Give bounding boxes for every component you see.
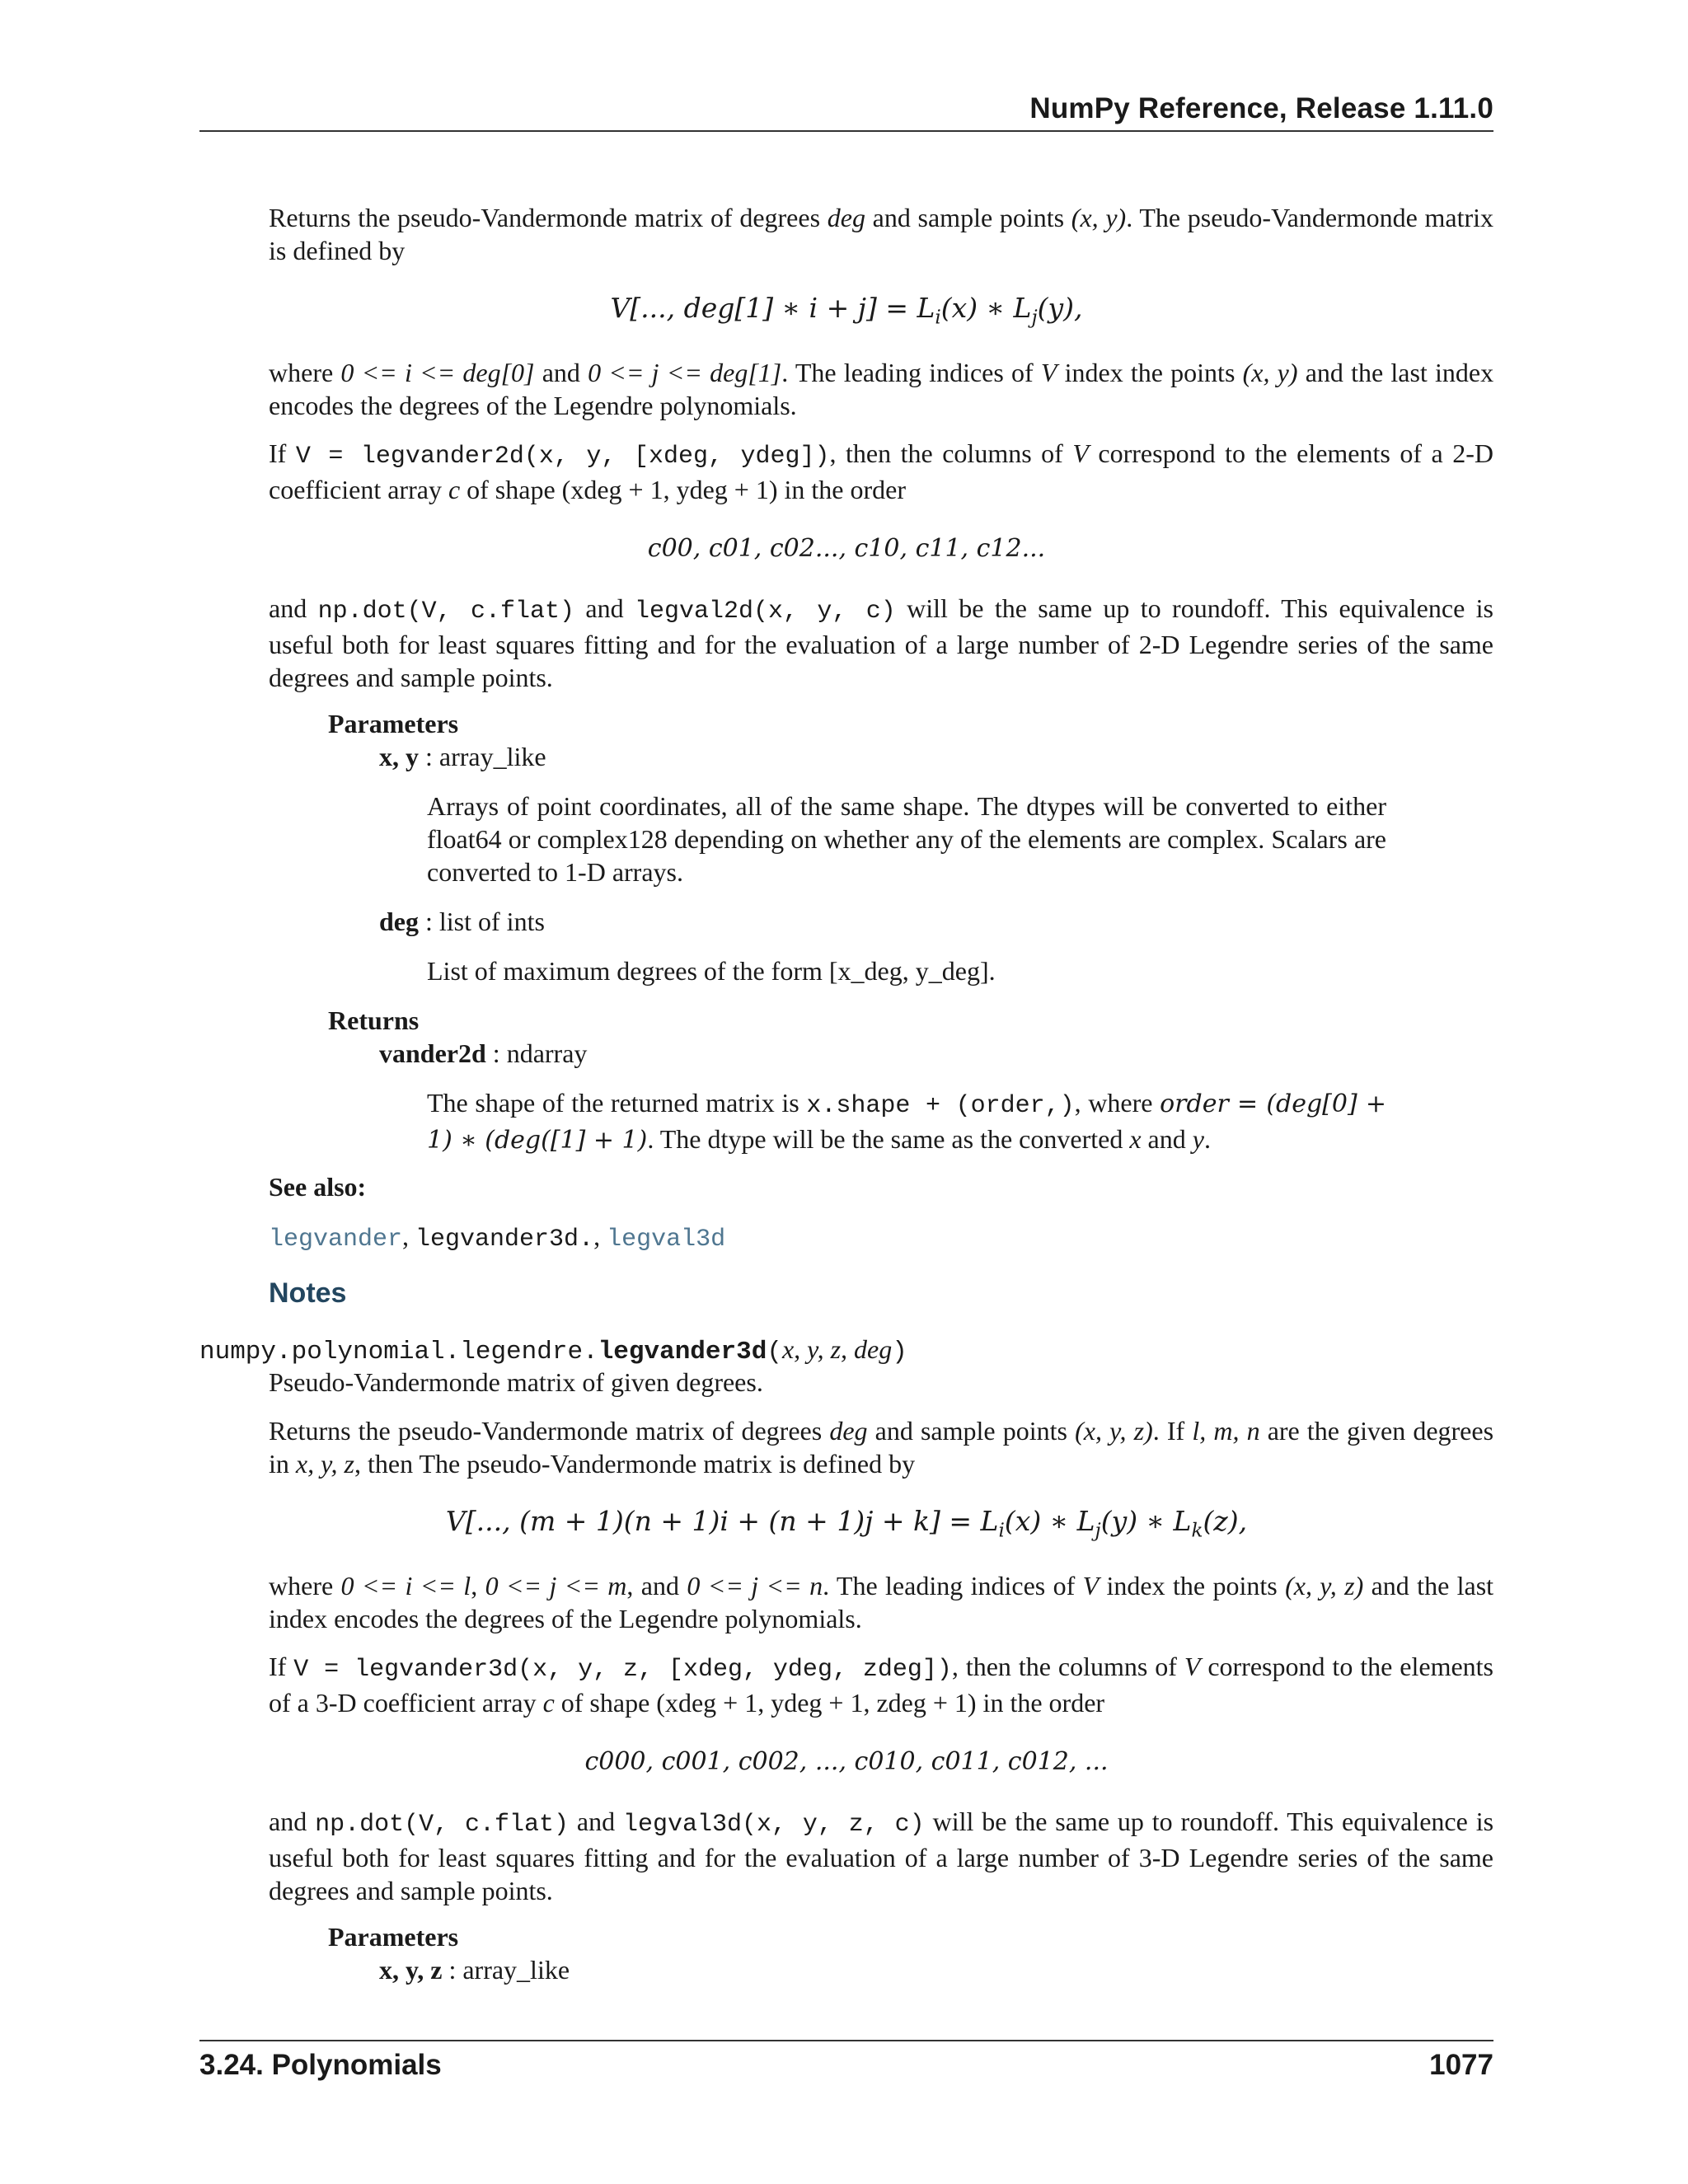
eq-sub: k [1191, 1520, 1203, 1542]
text: , then The pseudo-Vandermonde matrix is defined by [354, 1449, 916, 1479]
param-name: x, y [379, 742, 419, 771]
legvander2d-and [269, 592, 1493, 694]
return-vander2d [379, 1037, 587, 1070]
text: , and [626, 1571, 687, 1601]
footer-section: 3.24. Polynomials [199, 2049, 442, 2081]
code: legval3d(x, y, z, c) [623, 1811, 925, 1839]
equation-3d-order: c000, c001, c002, ..., c010, c011, c012, ... [584, 1747, 1109, 1776]
text: The shape of the returned matrix is [427, 1088, 807, 1118]
equation-2d-order: c00, c01, c02..., c10, c11, c12... [647, 534, 1046, 563]
text: x [1129, 1124, 1142, 1154]
text: If [269, 1652, 294, 1681]
text: of shape (xdeg + 1, ydeg + 1) in the order [460, 475, 906, 504]
text: and the last index encodes the degrees of the Legendre polynomials. [269, 1571, 1494, 1633]
text: V [1040, 358, 1057, 387]
code: legval2d(x, y, c) [634, 598, 896, 626]
legvander3d-where [269, 1569, 1493, 1635]
text: c [448, 475, 461, 504]
text: Returns the pseudo-Vandermonde matrix of degrees [269, 203, 828, 232]
text: . The leading indices of [781, 358, 1041, 387]
text: x, y, z [295, 1449, 354, 1479]
text: V [1072, 438, 1089, 468]
text: index the points [1099, 1571, 1286, 1601]
code: x.shape + (order,) [806, 1092, 1075, 1120]
text: y [1192, 1124, 1204, 1154]
parameters-heading-3d: Parameters [328, 1922, 459, 1952]
text: deg [827, 203, 865, 232]
text: deg [829, 1416, 868, 1446]
text: (x, y) [1071, 203, 1127, 232]
text: and [574, 593, 635, 623]
eq-part: (x) ∗ L [1004, 1505, 1095, 1537]
code: np.dot(V, c.flat) [315, 1811, 570, 1839]
text: V [1184, 1652, 1201, 1681]
see-also-legvander3d: legvander3d. [415, 1226, 594, 1254]
equation-3d-definition [199, 1505, 1493, 1548]
text: correspond to the elements of a 3-D coefficient array [269, 1652, 1494, 1718]
param-type: : list of ints [419, 907, 545, 936]
legvander2d-where [269, 356, 1493, 422]
text: 0 <= j <= deg[1] [588, 358, 782, 387]
text: , then the columns of [829, 438, 1073, 468]
text: are the given degrees in [269, 1416, 1494, 1479]
text: 0 <= i <= deg[0] [340, 358, 535, 387]
eq-part: V[..., deg[1] ∗ i + j] = L [610, 292, 935, 324]
text: and [1141, 1124, 1193, 1154]
legvander3d-and [269, 1805, 1493, 1907]
math: order = (deg[0] + 1) ∗ (deg([1] + 1) [427, 1090, 1386, 1155]
text: Returns the pseudo-Vandermonde matrix of degrees [269, 1416, 830, 1446]
text: and [569, 1807, 623, 1836]
text: and sample points [865, 203, 1071, 232]
separator: , [402, 1221, 416, 1251]
eq-part: (x) ∗ L [940, 292, 1032, 324]
text: correspond to the elements of a 2-D coefficient array [269, 438, 1494, 504]
legvander3d-summary: Pseudo-Vandermonde matrix of given degrees. [269, 1367, 763, 1397]
param-xy-description: Arrays of point coordinates, all of the same shape. The dtypes will be converted to either float64 or complex128 depending on whether any of the elements are complex. Scalars are converted to 1-D arrays. [427, 791, 1386, 887]
text: . The pseudo-Vandermonde matrix is defined by [269, 203, 1494, 265]
text: (x, y) [1242, 358, 1298, 387]
text: l, m, n [1192, 1416, 1260, 1446]
text: V [1082, 1571, 1100, 1601]
sig-name: legvander3d [598, 1338, 767, 1366]
code: V = legvander2d(x, y, [xdeg, ydeg]) [295, 443, 830, 471]
param-xy [379, 740, 546, 773]
see-also-list [269, 1220, 725, 1256]
param-type: : array_like [442, 1955, 570, 1985]
see-also-link-legvander[interactable]: legvander [269, 1226, 403, 1254]
return-name: vander2d [379, 1038, 486, 1068]
eq-part: (z), [1203, 1505, 1248, 1537]
text: . The leading indices of [823, 1571, 1083, 1601]
see-also-link-legval3d[interactable]: legval3d [607, 1226, 726, 1254]
text: and [269, 1807, 316, 1836]
eq-sub: j [1095, 1520, 1101, 1542]
legvander3d-signature [199, 1333, 907, 1369]
footer-page-number: 1077 [1429, 2049, 1493, 2081]
page-header-title: NumPy Reference, Release 1.11.0 [1029, 92, 1493, 124]
text: 0 <= j <= m [485, 1571, 627, 1601]
code: np.dot(V, c.flat) [317, 598, 574, 626]
notes-heading: Notes [269, 1277, 347, 1309]
separator: , [593, 1221, 607, 1251]
eq-sub: i [998, 1520, 1005, 1542]
param-xyz [379, 1953, 570, 1986]
text: of shape (xdeg + 1, ydeg + 1, zdeg + 1) in the order [554, 1688, 1105, 1718]
legvander3d-if [269, 1650, 1493, 1719]
text: . [1203, 1124, 1211, 1154]
text: where [269, 1571, 341, 1601]
header-rule [199, 130, 1493, 132]
text: and the last index encodes the degrees of the Legendre polynomials. [269, 358, 1494, 420]
eq-sub: i [935, 307, 941, 329]
text: and [534, 358, 588, 387]
sig-module: numpy.polynomial.legendre. [199, 1338, 598, 1366]
text: c [542, 1688, 555, 1718]
text: , [471, 1571, 485, 1601]
legvander3d-intro [269, 1414, 1493, 1480]
text: . The dtype will be the same as the converted [647, 1124, 1130, 1154]
text: and sample points [867, 1416, 1076, 1446]
text: index the points [1057, 358, 1243, 387]
parameters-heading: Parameters [328, 709, 459, 738]
text: (x, y, z) [1075, 1416, 1153, 1446]
returns-heading: Returns [328, 1005, 420, 1035]
eq-part: V[..., (m + 1)(n + 1)i + (n + 1)j + k] = L [445, 1505, 999, 1537]
text: , where [1074, 1088, 1160, 1118]
sig-paren: ) [892, 1338, 907, 1366]
text: 0 <= j <= n [687, 1571, 823, 1601]
eq-part: (y), [1037, 292, 1083, 324]
text: where [269, 358, 341, 387]
text: (x, y, z) [1285, 1571, 1364, 1601]
footer-rule [199, 2040, 1493, 2041]
text: . If [1152, 1416, 1193, 1446]
param-deg [379, 905, 545, 938]
text: will be the same up to roundoff. This equivalence is useful both for least squares fitting and for the evaluation of a large number of 3-D Legendre series of the same degrees and sample points. [269, 1807, 1494, 1905]
text: will be the same up to roundoff. This equivalence is useful both for least squares fitting and for the evaluation of a large number of 2-D Legendre series of the same degrees and sample points. [269, 593, 1494, 692]
eq-part: (y) ∗ L [1100, 1505, 1192, 1537]
legvander2d-if [269, 437, 1493, 506]
equation-2d-definition [199, 292, 1493, 335]
sig-paren: ( [767, 1338, 782, 1366]
param-deg-description: List of maximum degrees of the form [x_deg, y_deg]. [427, 956, 996, 986]
param-name: x, y, z [379, 1955, 443, 1985]
sig-args: x, y, z, deg [781, 1334, 893, 1364]
param-type: : array_like [419, 742, 546, 771]
text: If [269, 438, 296, 468]
param-name: deg [379, 907, 419, 936]
text: and [269, 593, 318, 623]
text: 0 <= i <= l [340, 1571, 471, 1601]
eq-sub: j [1031, 307, 1038, 329]
return-description [427, 1086, 1386, 1157]
text: , then the columns of [951, 1652, 1184, 1681]
legvander2d-intro [269, 201, 1493, 267]
return-type: : ndarray [485, 1038, 588, 1068]
code: V = legvander3d(x, y, z, [xdeg, ydeg, zdeg]) [293, 1656, 952, 1684]
see-also-heading: See also: [269, 1172, 367, 1202]
